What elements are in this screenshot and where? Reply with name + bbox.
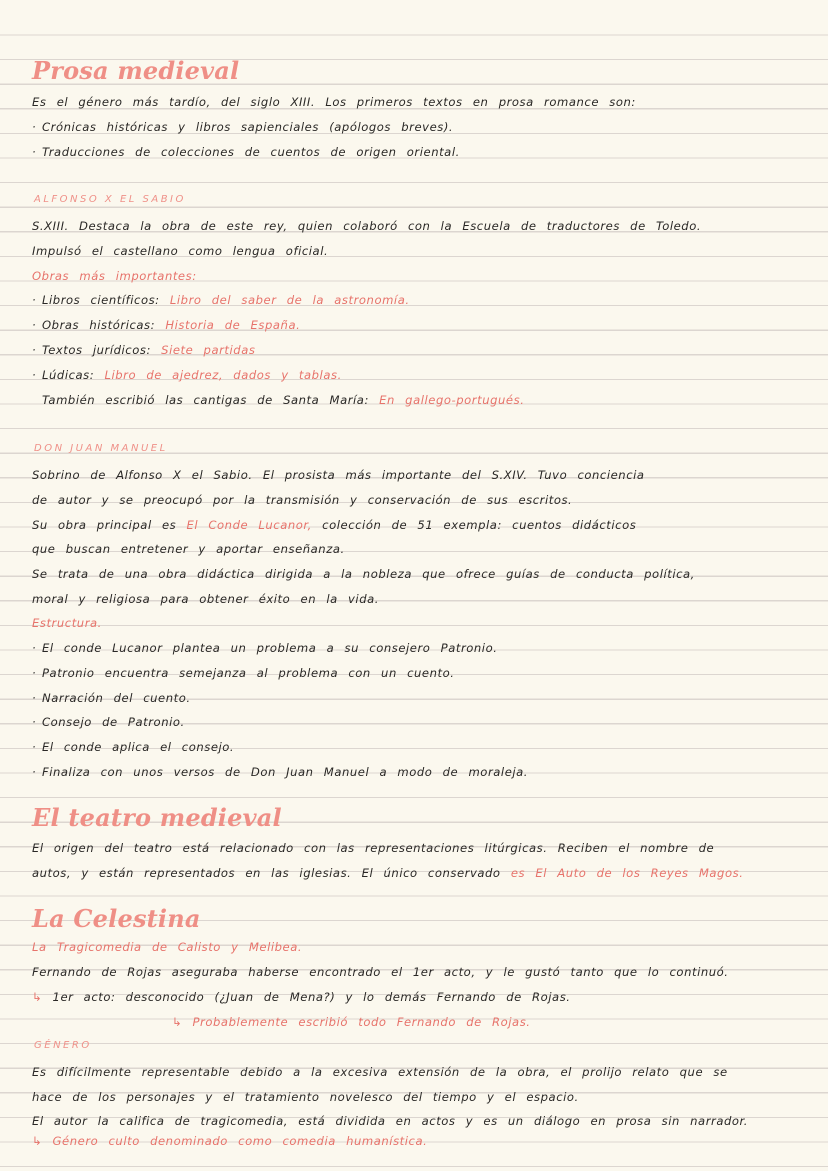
juan-manuel-line-2: de autor y se preocupó por la transmisión y conservación de sus escritos.	[32, 493, 573, 507]
list-item: · Finaliza con unos versos de Don Juan Manuel a modo de moraleja.	[32, 765, 529, 779]
celestina-line-3: ↳ Probablemente escribió todo Fernando de Rojas.	[172, 1015, 531, 1029]
arrow-icon: ↳	[32, 1134, 43, 1148]
juan-manuel-line-1: Sobrino de Alfonso X el Sabio. El prosista más importante del S.XIV. Tuvo conciencia	[32, 468, 645, 482]
teatro-line-1: El origen del teatro está relacionado con las representaciones litúrgicas. Reciben el nombre de	[32, 841, 715, 855]
list-item: · El conde Lucanor plantea un problema a su consejero Patronio.	[32, 641, 498, 655]
cantigas-line: También escribió las cantigas de Santa María: En gallego-portugués.	[42, 393, 525, 407]
section-title-teatro: El teatro medieval	[32, 803, 282, 832]
heading-juan-manuel: DON JUAN MANUEL	[34, 443, 168, 454]
list-item: · Traducciones de colecciones de cuentos de origen oriental.	[32, 145, 460, 159]
arrow-icon: ↳	[32, 990, 43, 1004]
section-title-prosa: Prosa medieval	[32, 56, 240, 85]
heading-alfonso: ALFONSO X EL SABIO	[34, 194, 186, 205]
list-item: · Narración del cuento.	[32, 691, 191, 705]
juan-manuel-line-3: Su obra principal es El Conde Lucanor, colección de 51 exempla: cuentos didácticos	[32, 518, 637, 532]
list-item: · Consejo de Patronio.	[32, 715, 185, 729]
list-item: · Crónicas históricas y libros sapienciales (apólogos breves).	[32, 120, 454, 134]
section-title-celestina: La Celestina	[32, 904, 201, 933]
genero-line-2: hace de los personajes y el tratamiento novelesco del tiempo y el espacio.	[32, 1090, 579, 1104]
list-item: · Textos jurídicos: Siete partidas	[32, 343, 256, 357]
list-item: · Lúdicas: Libro de ajedrez, dados y tablas.	[32, 368, 342, 382]
teatro-line-2: autos, y están representados en las iglesias. El único conservado es El Auto de los Reyes Magos.	[32, 866, 744, 880]
juan-manuel-line-5: Se trata de una obra didáctica dirigida a la nobleza que ofrece guías de conducta política,	[32, 567, 695, 581]
juan-manuel-line-4: que buscan entretener y aportar enseñanza.	[32, 542, 345, 556]
list-item: · Obras históricas: Historia de España.	[32, 318, 301, 332]
list-item: · El conde aplica el consejo.	[32, 740, 235, 754]
genero-line-3: El autor la califica de tragicomedia, está dividida en actos y es un diálogo en prosa sin narrador.	[32, 1114, 749, 1128]
estructura-label: Estructura.	[32, 616, 102, 630]
list-item: · Patronio encuentra semejanza al problema con un cuento.	[32, 666, 455, 680]
genero-line-1: Es difícilmente representable debido a la excesiva extensión de la obra, el prolijo relato que se	[32, 1065, 728, 1079]
alfonso-line-1: S.XIII. Destaca la obra de este rey, quien colaboró con la Escuela de traductores de Toledo.	[32, 219, 702, 233]
celestina-line-2: ↳ 1er acto: desconocido (¿Juan de Mena?) y lo demás Fernando de Rojas.	[32, 990, 571, 1004]
alfonso-line-2: Impulsó el castellano como lengua oficial.	[32, 244, 329, 258]
juan-manuel-line-6: moral y religiosa para obtener éxito en la vida.	[32, 592, 379, 606]
prosa-intro: Es el género más tardío, del siglo XIII. Los primeros textos en prosa romance son:	[32, 95, 636, 109]
celestina-subtitle: La Tragicomedia de Calisto y Melibea.	[32, 940, 303, 954]
arrow-icon: ↳	[172, 1015, 183, 1029]
list-item: · Libros científicos: Libro del saber de la astronomía.	[32, 293, 410, 307]
obras-label: Obras más importantes:	[32, 269, 197, 283]
celestina-line-1: Fernando de Rojas aseguraba haberse encontrado el 1er acto, y le gustó tanto que lo continuó.	[32, 965, 729, 979]
genero-line-4: ↳ Género culto denominado como comedia humanística.	[32, 1134, 428, 1148]
heading-genero: GÉNERO	[34, 1040, 92, 1051]
